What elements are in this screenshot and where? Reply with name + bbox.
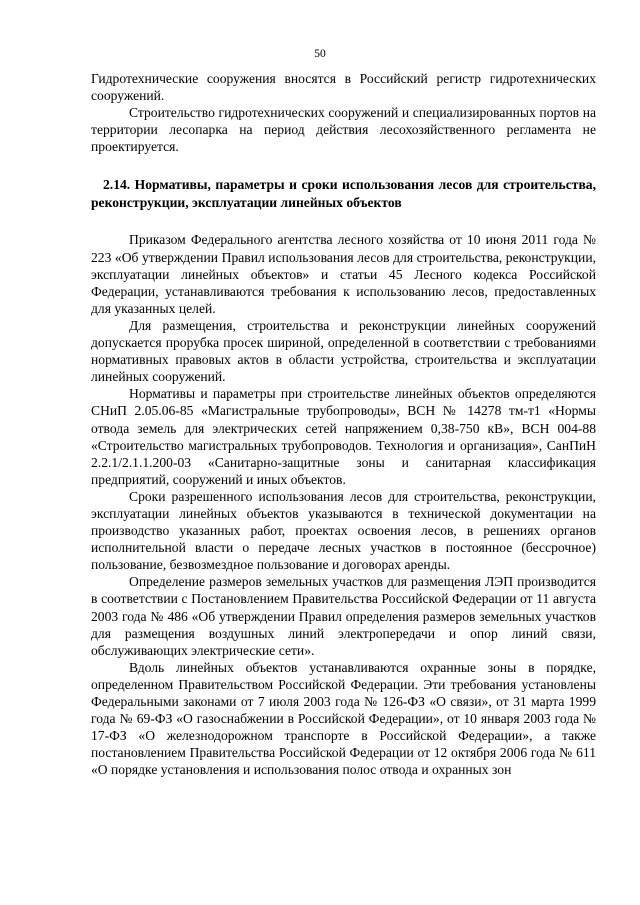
paragraph-order: Приказом Федерального агентства лесного хозяйства от 10 июня 2011 года № 223 «Об утверждении Правил использования лесов для строительства, реконструкции, эксплуатации линейных объектов» и статьи 45 Лесного кодекса Российской Федерации, устанавливаются требования к использованию лесов, предоставленных для указанных целей. [91, 232, 596, 316]
paragraph-norms: Нормативы и параметры при строительстве линейных объектов определяются СНиП 2.05.06-85 «Магистральные трубопроводы», ВСН № 14278 тм-т1 «Нормы отвода земель для электрических сетей напряжением 0,38-750 кВ», ВСН 004-88 «Строительство магистральных трубопроводов. Технология и организация», СанПиН 2.2.1/2.1.1.200-03 «Санитарно-защитные зоны и санитарная классификация предприятий, сооружений и иных объектов. [91, 386, 596, 487]
paragraph-registry: Гидротехнические сооружения вносятся в Российский регистр гидротехнических сооружений. [91, 71, 596, 104]
page-number: 50 [314, 48, 326, 60]
paragraph-clearings: Для размещения, строительства и реконструкции линейных сооружений допускается прорубка просек шириной, определенной в соответствии с требованиями нормативных правовых актов в области устройства, строительства и эксплуатации линейных сооружений. [91, 317, 596, 385]
paragraph-protection-zones: Вдоль линейных объектов устанавливаются охранные зоны в порядке, определенном Правительством Российской Федерации. Эти требования установлены Федеральными законами от 7 июля 2003 года № 126-ФЗ «О связи», от 31 марта 1999 года № 69-ФЗ «О газоснабжении в Российской Федерации», от 10 января 2003 года № 17-ФЗ «О железнодорожном транспорте в Российской Федерации», а также постановлением Правительства Российской Федерации от 12 октября 2006 года № 611 «О порядке установления и использования полос отвода и охранных зон [91, 659, 596, 778]
paragraph-power-lines: Определение размеров земельных участков для размещения ЛЭП производится в соответствии с Постановлением Правительства Российской Федерации от 11 августа 2003 года № 486 «Об утверждении Правил определения размеров земельных участков для размещения воздушных линий электропередачи и опор линий связи, обслуживающих электрические сети». [91, 574, 596, 658]
paragraph-ports: Строительство гидротехнических сооружений и специализированных портов на территории лесопарка на период действия лесохозяйственного регламента не проектируется. [91, 105, 596, 155]
paragraph-terms: Сроки разрешенного использования лесов для строительства, реконструкции, эксплуатации линейных объектов указываются в технической документации на производство указанных работ, проектах освоения лесов, в решениях органов исполнительной власти о передаче лесных участков в постоянное (бессрочное) пользование, безвозмездное пользование и договорах аренды. [91, 488, 596, 573]
section-heading: 2.14. Нормативы, параметры и сроки использования лесов для строительства, реконструкции, эксплуатации линейных объектов [91, 177, 596, 211]
document-body [91, 70, 596, 778]
